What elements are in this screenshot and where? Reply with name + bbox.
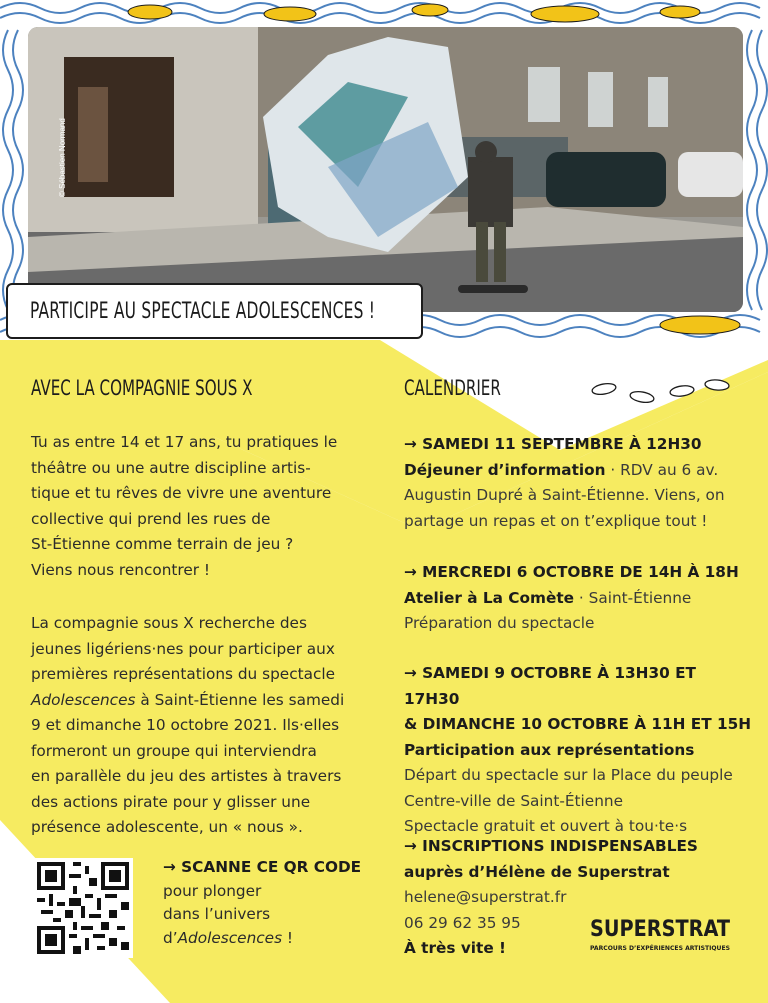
banner-title: PARTICIPE AU SPECTACLE ADOLESCENCES ! (30, 298, 376, 324)
event-date: & DIMANCHE 10 OCTOBRE À 11H ET 15H (404, 715, 752, 733)
qr-heading: → SCANNE CE QR CODE (163, 858, 362, 876)
calendar-event-3 (404, 661, 754, 840)
left-heading: AVEC LA COMPAGNIE SOUS X (31, 376, 253, 400)
event-desc-text: · Saint-Étienne (574, 588, 692, 607)
calendar-event-1 (404, 432, 754, 534)
event-desc-line: Augustin Dupré à Saint-Étienne. Viens, on (404, 486, 725, 504)
qr-line: pour plonger (163, 881, 262, 900)
qr-code[interactable] (33, 858, 133, 958)
details-line: premières représentations du spectacle (31, 665, 336, 683)
show-title: Adolescences (177, 928, 283, 947)
photo-credit: © Sébastien Normand (58, 118, 67, 197)
event-desc (404, 458, 754, 484)
contact-phone[interactable]: 06 29 62 35 95 (404, 913, 521, 932)
event-desc-line: Préparation du spectacle (404, 614, 595, 632)
contact-email[interactable]: helene@superstrat.fr (404, 888, 567, 906)
details-paragraph (31, 611, 376, 841)
details-line (31, 688, 376, 714)
qr-line: dans l’univers (163, 905, 271, 923)
calendar-event-2 (404, 560, 754, 637)
show-title: Adolescences (31, 690, 136, 709)
svg-text:PARCOURS D’EXPÉRIENCES ARTISTI: PARCOURS D’EXPÉRIENCES ARTISTIQUES (590, 944, 740, 952)
sign-off: À très vite ! (404, 939, 507, 957)
qr-instructions (163, 856, 361, 950)
contact-person: auprès d’Hélène de Superstrat (404, 862, 670, 881)
details-line: jeunes ligériens·nes pour participer aux (31, 639, 335, 658)
event-desc-text: · RDV au 6 av. (605, 460, 719, 479)
footprints-icon (582, 373, 752, 413)
event-date: → SAMEDI 11 SEPTEMBRE À 12H30 (404, 435, 702, 453)
intro-line: Viens nous rencontrer ! (31, 560, 211, 579)
details-line: présence adolescente, un « nous ». (31, 818, 303, 836)
event-desc-line: Centre-ville de Saint-Étienne (404, 791, 623, 810)
intro-line: Tu as entre 14 et 17 ans, tu pratiques le (31, 433, 338, 451)
event-date: → MERCREDI 6 OCTOBRE DE 14H À 18H (404, 563, 739, 581)
event-date: → SAMEDI 9 OCTOBRE À 13H30 ET 17H30 (404, 664, 696, 708)
intro-line: théâtre ou une autre discipline artis- (31, 458, 311, 477)
event-desc (404, 586, 754, 612)
details-line: en parallèle du jeu des artistes à travers (31, 767, 342, 785)
intro-paragraph (31, 430, 376, 583)
qr-line-post: ! (282, 928, 294, 947)
details-text: à Saint-Étienne les samedi (135, 690, 345, 709)
calendar-heading: CALENDRIER (404, 376, 501, 400)
superstrat-logo (590, 910, 740, 960)
event-desc-line: Spectacle gratuit et ouvert à tou·te·s (404, 817, 688, 835)
event-title: Déjeuner d’information (404, 460, 606, 479)
inscriptions-heading: → INSCRIPTIONS INDISPENSABLES (404, 837, 698, 855)
qr-line (163, 927, 361, 951)
intro-line: St-Étienne comme terrain de jeu ? (31, 535, 294, 553)
event-desc-line: Départ du spectacle sur la Place du peuple (404, 766, 733, 784)
event-desc-line: partage un repas et on t’explique tout ! (404, 511, 708, 530)
street-photo (28, 27, 743, 312)
photo-illustration (28, 27, 743, 312)
svg-text:SUPERSTRAT: SUPERSTRAT (590, 917, 730, 942)
details-line: formeront un groupe qui interviendra (31, 741, 317, 760)
event-title: Atelier à La Comète (404, 588, 575, 607)
intro-line: collective qui prend les rues de (31, 509, 271, 528)
event-title: Participation aux représentations (404, 740, 695, 759)
details-line: La compagnie sous X recherche des (31, 614, 307, 632)
qr-line-pre: d’ (163, 928, 178, 947)
intro-line: tique et tu rêves de vivre une aventure (31, 484, 332, 502)
details-line: 9 et dimanche 10 octobre 2021. Ils·elles (31, 716, 340, 734)
details-line: des actions pirate pour y glisser une (31, 792, 311, 811)
title-banner (6, 283, 423, 339)
